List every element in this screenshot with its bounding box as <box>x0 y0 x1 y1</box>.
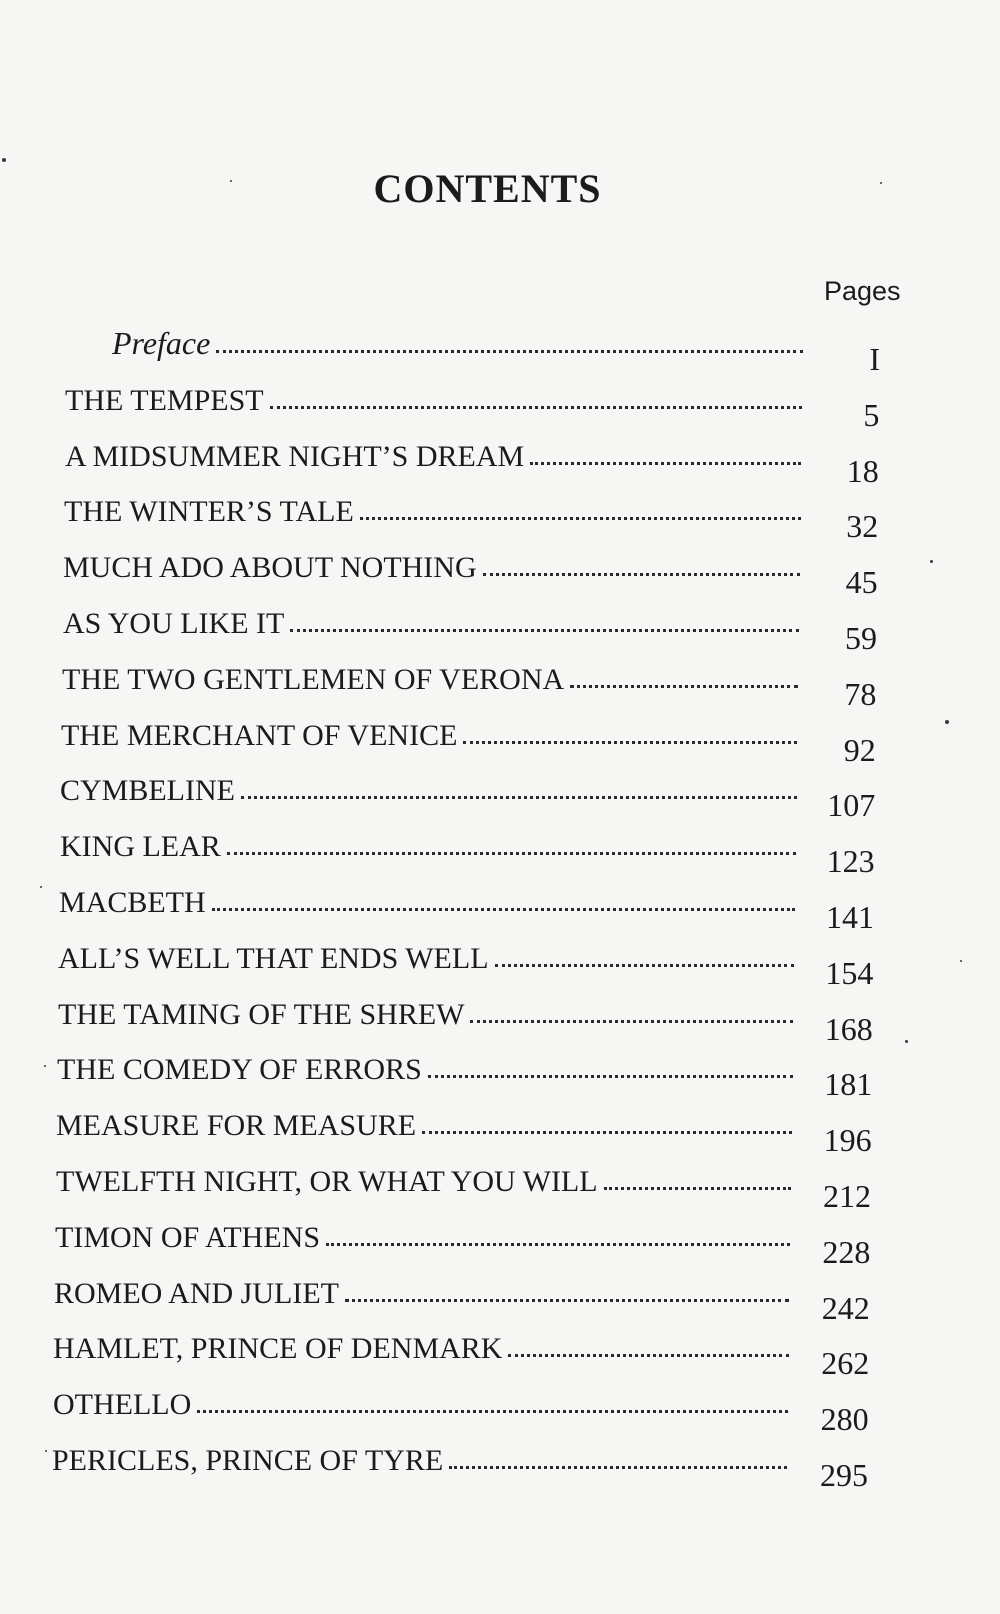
toc-entry-page-number <box>796 729 876 769</box>
toc-entry <box>62 657 798 697</box>
paper-speck <box>930 560 933 563</box>
toc-entry-title: THE COMEDY OF ERRORS <box>57 1053 422 1087</box>
page-number-text: 212 <box>823 1178 871 1214</box>
page-number-text: 262 <box>821 1345 870 1382</box>
toc-entry-page-number <box>793 952 873 992</box>
toc-entry <box>65 378 802 418</box>
page-number-text: 141 <box>826 899 874 935</box>
dot-leader <box>197 1410 788 1413</box>
page-number-text: 78 <box>844 675 877 712</box>
page-number-text: I <box>869 341 880 377</box>
toc-entry <box>63 601 799 641</box>
dot-leader <box>326 1243 790 1246</box>
page-number-text: 92 <box>843 731 876 768</box>
toc-entry <box>53 1326 789 1366</box>
toc-entry <box>58 936 794 976</box>
toc-entry-page-number <box>794 896 874 936</box>
dot-leader <box>470 1020 793 1023</box>
dot-leader <box>241 796 797 799</box>
toc-entry <box>63 545 800 585</box>
toc-entry <box>52 1438 787 1478</box>
toc-entry-page-number <box>790 1287 870 1327</box>
dot-leader <box>508 1354 788 1357</box>
toc-entry-title: PERICLES, PRINCE OF TYRE <box>52 1444 444 1477</box>
toc-entry-page-number <box>798 561 878 601</box>
toc-entry <box>54 1271 789 1311</box>
contents-heading: CONTENTS <box>373 166 602 211</box>
toc-entry-title: AS YOU LIKE IT <box>63 607 285 640</box>
toc-entry-title: KING LEAR <box>60 830 221 864</box>
paper-speck <box>945 720 949 724</box>
dot-leader <box>270 406 803 409</box>
dot-leader <box>530 462 801 465</box>
toc-entry-title: THE MERCHANT OF VENICE <box>61 718 458 752</box>
toc-entry <box>56 1103 792 1143</box>
dot-leader <box>449 1466 787 1469</box>
dot-leader <box>422 1131 792 1134</box>
toc-entry-page-number <box>797 617 877 657</box>
toc-entry <box>59 880 795 920</box>
toc-entry-title: TIMON OF ATHENS <box>55 1220 321 1254</box>
toc-entry-title: Preface <box>112 325 211 361</box>
page-number-text: 196 <box>823 1122 872 1159</box>
toc-entry-title: CYMBELINE <box>60 774 235 808</box>
toc-entry-title: OTHELLO <box>53 1388 192 1422</box>
toc-entry <box>55 1215 790 1255</box>
dot-leader <box>212 908 795 911</box>
toc-entry-page-number <box>792 1063 872 1103</box>
toc-entry-title: HAMLET, PRINCE OF DENMARK <box>53 1332 503 1366</box>
toc-entry-page-number <box>792 1119 872 1159</box>
toc-entry-page-number <box>795 784 875 824</box>
paper-speck <box>230 180 232 182</box>
toc-entry-title: MACBETH <box>59 886 206 919</box>
paper-speck <box>44 1065 46 1067</box>
page-number-text: 168 <box>824 1010 873 1047</box>
toc-entry <box>64 489 801 529</box>
toc-entry-title: TWELFTH NIGHT, OR WHAT YOU WILL <box>56 1165 598 1198</box>
page-number-text: 123 <box>826 843 875 880</box>
toc-entry-page-number <box>799 450 879 490</box>
toc-entry-page-number <box>793 1008 873 1048</box>
toc-entry-page-number <box>789 1342 869 1382</box>
toc-entry-page-number <box>798 505 878 545</box>
paper-speck <box>2 158 6 162</box>
toc-entry <box>60 824 796 864</box>
dot-leader <box>227 852 796 855</box>
toc-entry-title: THE TAMING OF THE SHREW <box>58 997 465 1031</box>
toc-entry <box>53 1382 788 1422</box>
page-number-text: 228 <box>822 1233 871 1270</box>
dot-leader <box>570 685 798 688</box>
paper-speck <box>905 1040 908 1043</box>
page-number-text: 280 <box>820 1401 869 1438</box>
dot-leader <box>463 741 797 744</box>
toc-entry <box>60 768 797 808</box>
toc-entry-title: THE TWO GENTLEMEN OF VERONA <box>62 662 565 696</box>
toc-entry <box>112 322 803 362</box>
toc-entry-title: ROMEO AND JULIET <box>54 1276 339 1310</box>
dot-leader <box>604 1187 791 1190</box>
toc-entry-title: A MIDSUMMER NIGHT’S DREAM <box>65 439 525 473</box>
page-number-text: 5 <box>863 396 880 433</box>
page-number-text: 154 <box>825 954 874 991</box>
toc-entry <box>57 1047 793 1087</box>
toc-entry-page-number <box>789 1398 869 1438</box>
page-number-text: 45 <box>845 564 878 601</box>
paper-speck <box>45 1450 47 1452</box>
toc-entry-page-number <box>799 394 879 434</box>
dot-leader <box>216 350 803 353</box>
dot-leader <box>290 629 799 632</box>
toc-entry <box>56 1159 791 1199</box>
page-number-text: 32 <box>846 508 879 545</box>
toc-entry <box>65 434 801 474</box>
dot-leader <box>345 1299 789 1302</box>
toc-entry-page-number <box>796 673 876 713</box>
toc-entry-title: MEASURE FOR MEASURE <box>56 1109 417 1143</box>
toc-entry-page-number <box>800 338 880 378</box>
toc-entry-page-number <box>795 840 875 880</box>
toc-entry-page-number <box>788 1454 868 1494</box>
toc-entry-page-number <box>790 1231 870 1271</box>
page-number-text: 59 <box>845 620 877 656</box>
toc-entry-page-number <box>791 1175 871 1215</box>
toc-entry-title: THE WINTER’S TALE <box>64 495 354 529</box>
paper-speck <box>880 182 882 184</box>
toc-entry-title: ALL’S WELL THAT ENDS WELL <box>58 941 489 975</box>
dot-leader <box>360 517 801 520</box>
dot-leader <box>428 1075 793 1078</box>
pages-column-label: Pages <box>824 276 901 306</box>
toc-entry-title: THE TEMPEST <box>65 383 264 417</box>
toc-entry <box>61 713 797 753</box>
toc-entry <box>58 992 793 1032</box>
paper-speck <box>960 960 962 962</box>
page-number-text: 107 <box>827 787 876 824</box>
page-number-text: 181 <box>824 1066 873 1103</box>
paper-speck <box>40 886 42 888</box>
page-number-text: 18 <box>846 452 879 489</box>
page-number-text: 295 <box>820 1457 868 1493</box>
toc-entry-title: MUCH ADO ABOUT NOTHING <box>63 551 477 585</box>
dot-leader <box>483 573 800 576</box>
page-number-text: 242 <box>821 1289 870 1326</box>
dot-leader <box>495 964 795 967</box>
